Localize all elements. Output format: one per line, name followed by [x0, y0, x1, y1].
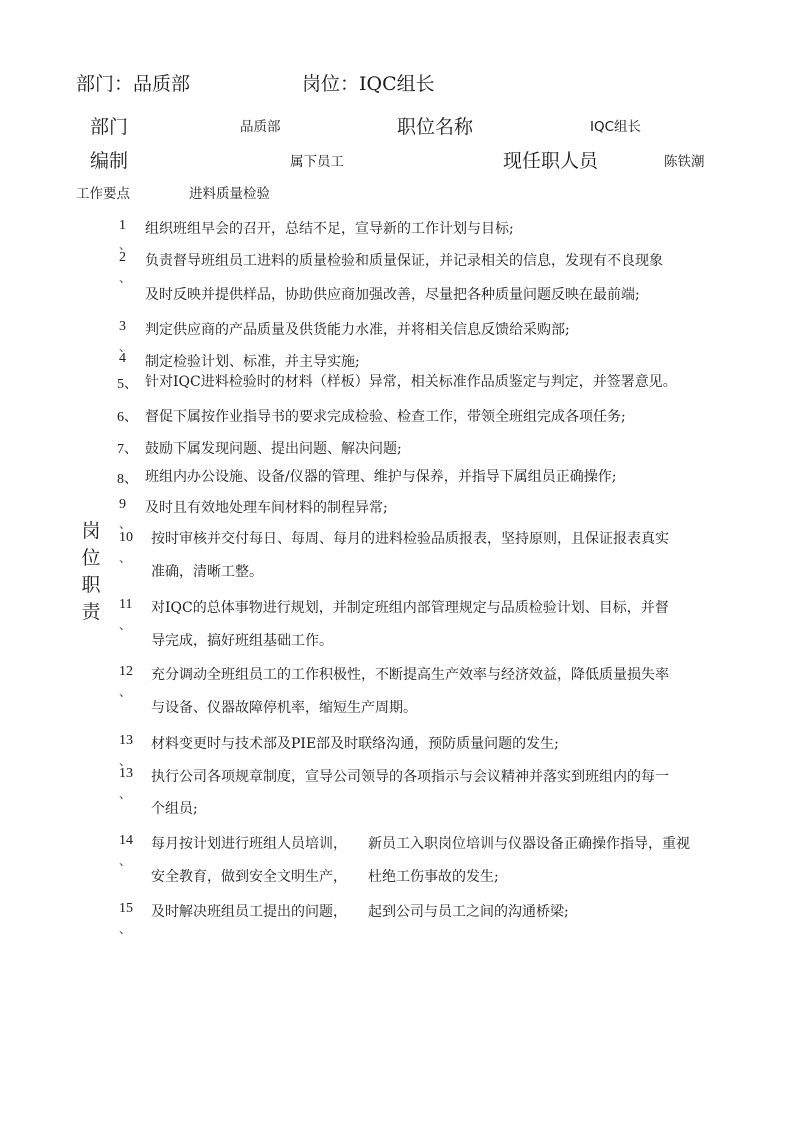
- duty-text: 负责督导班组员工进料的质量检验和质量保证，并记录相关的信息，发现有不良现象: [145, 253, 663, 269]
- focus-value: 进料质量检验: [189, 186, 270, 202]
- duty-text: 及时且有效地处理车间材料的制程异常;: [145, 500, 388, 516]
- current-holder-value: 陈铁潮: [664, 154, 705, 170]
- duty-number: 14: [119, 833, 133, 848]
- duty-text: 个组员;: [151, 801, 198, 817]
- edit-key: 编制: [90, 150, 129, 172]
- duty-tick: 、: [119, 618, 132, 632]
- duty-number: 10: [119, 530, 133, 545]
- duty-number: 8、: [117, 472, 138, 487]
- duty-text: 对IQC的总体事物进行规划，并制定班组内部管理规定与品质检验计划、目标，并督: [151, 600, 669, 616]
- section-title-char: 责: [81, 601, 101, 623]
- duty-tick: 、: [119, 854, 132, 868]
- duty-text: 充分调动全班组员工的工作积极性，不断提高生产效率与经济效益，降低质量损失率: [151, 667, 669, 683]
- duty-number: 1: [119, 218, 126, 233]
- duty-number: 12: [119, 664, 133, 679]
- duty-text: 导完成，搞好班组基础工作。: [151, 633, 333, 649]
- duty-tick: 、: [119, 271, 132, 285]
- duty-text: 安全教育，做到安全文明生产， 杜绝工伤事故的发生;: [151, 869, 499, 885]
- section-title-char: 职: [81, 574, 101, 596]
- dept-value: 品质部: [240, 119, 281, 135]
- duty-number: 13: [119, 733, 133, 748]
- duty-text: 鼓励下属发现问题、提出问题、解决问题;: [145, 441, 402, 457]
- focus-key: 工作要点: [76, 186, 130, 202]
- duty-number: 15: [119, 901, 133, 916]
- subordinates-key: 属下员工: [290, 154, 344, 170]
- duty-text: 及时反映并提供样品，协助供应商加强改善，尽量把各种质量问题反映在最前端;: [145, 287, 640, 303]
- duty-tick: 、: [119, 685, 132, 699]
- duty-text: 准确，清晰工整。: [151, 564, 263, 580]
- duty-number: 6、: [117, 410, 138, 425]
- duty-number: 13: [119, 766, 133, 781]
- duty-text: 材料变更时与技术部及PIE部及时联络沟通，预防质量问题的发生;: [151, 736, 559, 752]
- duty-number: 4: [119, 351, 126, 366]
- duty-number: 3: [119, 319, 126, 334]
- duty-number: 2: [119, 250, 126, 265]
- duty-text: 班组内办公设施、设备/仪器的管理、维护与保养，并指导下属组员正确操作;: [145, 469, 617, 485]
- duty-tick: 、: [119, 551, 132, 565]
- duty-number: 11: [119, 597, 133, 612]
- duty-text: 每月按计划进行班组人员培训， 新员工入职岗位培训与仪器设备正确操作指导，重视: [151, 836, 690, 852]
- duty-number: 5、: [117, 377, 138, 392]
- section-title-char: 岗: [81, 520, 101, 542]
- duty-tick: 、: [119, 922, 132, 936]
- duty-text: 督促下属按作业指导书的要求完成检验、检查工作，带领全班组完成各项任务;: [145, 409, 626, 425]
- duty-text: 判定供应商的产品质量及供货能力水准，并将相关信息反馈给采购部;: [145, 322, 570, 338]
- header-dept: 部门：品质部: [76, 73, 191, 95]
- section-title: [80, 518, 102, 626]
- duty-tick: 、: [119, 238, 132, 252]
- duty-tick: 、: [119, 754, 132, 768]
- duty-text: 组织班组早会的召开，总结不足，宣导新的工作计划与目标;: [145, 221, 514, 237]
- dept-key: 部门: [90, 116, 129, 138]
- duty-tick: 、: [119, 517, 132, 531]
- duty-text: 及时解决班组员工提出的问题， 起到公司与员工之间的沟通桥梁;: [151, 904, 569, 920]
- duty-text: 执行公司各项规章制度，宣导公司领导的各项指示与会议精神并落实到班组内的每一: [151, 769, 669, 785]
- duty-text: 针对IQC进料检验时的材料（样板）异常，相关标准作品质鉴定与判定，并签署意见。: [145, 374, 677, 390]
- duty-tick: 、: [119, 787, 132, 801]
- duty-text: 按时审核并交付每日、每周、每月的进料检验品质报表，坚持原则，且保证报表真实: [151, 531, 669, 547]
- post-key: 职位名称: [397, 116, 474, 138]
- header-post: 岗位：IQC组长: [302, 73, 435, 95]
- post-value: IQC组长: [590, 119, 642, 135]
- section-title-char: 位: [81, 547, 101, 569]
- duty-number: 9: [119, 497, 126, 512]
- duty-tick: 、: [119, 340, 132, 354]
- duty-text: 与设备、仪器故障停机率，缩短生产周期。: [151, 700, 417, 716]
- current-holder-key: 现任职人员: [503, 150, 599, 172]
- duty-number: 7、: [117, 442, 138, 457]
- duty-text: 制定检验计划、标准，并主导实施;: [145, 354, 360, 370]
